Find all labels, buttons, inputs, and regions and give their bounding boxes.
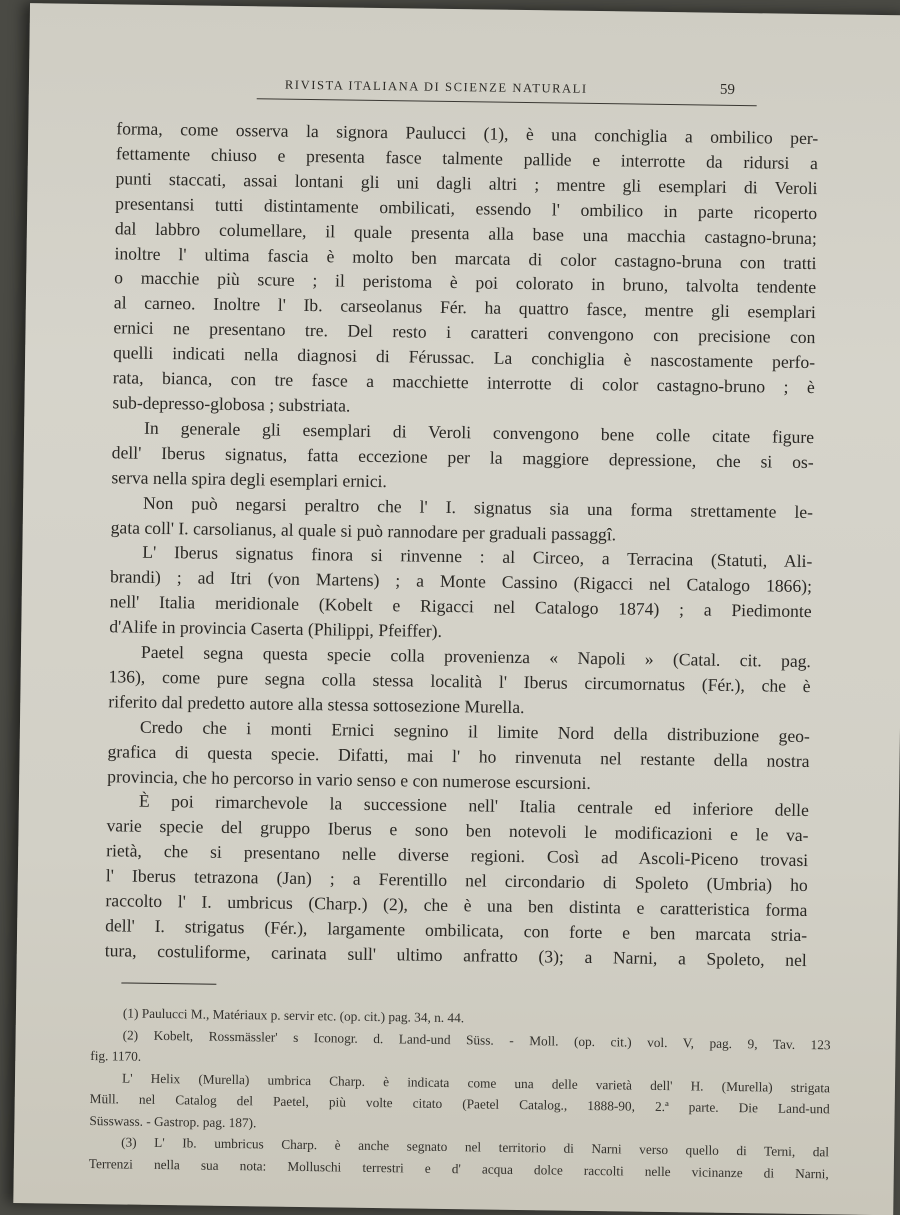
body-line: inoltre l' ultima fascia è molto ben marcata di color castagno-bruna con tratti bbox=[114, 242, 817, 273]
body-line: tura, costuliforme, carinata sull' ultimo anfratto (3); a Narni, a Spoleto, nel bbox=[104, 940, 807, 970]
body-line: gata coll' I. carsolianus, al quale si può rannodare per graduali passaggî. bbox=[110, 516, 617, 544]
footnote-line: fig. 1170. bbox=[90, 1048, 142, 1064]
body-line: Credo che i monti Ernici segnino il limite Nord della distribuzione geo- bbox=[139, 716, 811, 746]
body-line: dal labbro columellare, il quale presenta alla base una macchia castagno-bruna; bbox=[114, 217, 817, 248]
body-line: In generale gli esemplari di Veroli convengono bene colle citate figure bbox=[143, 417, 815, 447]
body-line: d'Alife in provincia Caserta (Philippi, Pfeiffer). bbox=[109, 616, 443, 642]
body-line: provincia, che ho percorso in vario senso e con numerose escursioni. bbox=[107, 765, 592, 793]
body-line: Non può negarsi peraltro che l' I. signatus sia una forma strettamente le- bbox=[142, 492, 814, 522]
footnote-line: (1) Paulucci M., Matériaux p. servir etc. (op. cit.) pag. 34, n. 44. bbox=[122, 1005, 465, 1026]
body-line: l' Iberus tetrazona (Jan) ; a Ferentillo nel circondario di Spoleto (Umbria) ho bbox=[105, 865, 808, 896]
footnote-line: Müll. nel Catalog del Paetel, più volte citato (Paetel Catalog., 1888-90, 2.ª parte. Die Land-und bbox=[89, 1091, 830, 1117]
page-number: 59 bbox=[719, 81, 736, 98]
footnote-line: Süsswass. - Gastrop. pag. 187). bbox=[89, 1112, 257, 1130]
body-line: riferito dal predetto autore alla stessa sottosezione Murella. bbox=[108, 691, 525, 717]
footnotes bbox=[89, 1002, 831, 1184]
body-line: L' Iberus signatus finora si rinvenne : al Circeo, a Terracina (Statuti, Ali- bbox=[142, 542, 813, 572]
book-page bbox=[13, 3, 900, 1215]
body-text bbox=[105, 116, 819, 973]
body-line: rietà, che si presentano nelle diverse regioni. Così ad Ascoli-Piceno trovasi bbox=[106, 840, 809, 871]
body-line: 136), come pure segna colla stessa località l' Iberus circumornatus (Fér.), che è bbox=[108, 666, 811, 696]
body-line: brandi) ; ad Itri (von Martens) ; a Monte Cassino (Rigacci nel Catalogo 1866); bbox=[109, 566, 813, 597]
body-line: Paetel segna questa specie colla provenienza « Napoli » (Catal. cit. pag. bbox=[140, 641, 812, 672]
body-line: ernici ne presentano tre. Del resto i caratteri convengono con precisione con bbox=[113, 317, 816, 348]
journal-title: RIVISTA ITALIANA DI SCIENZE NATURALI bbox=[284, 77, 588, 96]
footnote-line: Terrenzi nella sua nota: Molluschi terrestri e d' acqua dolce raccolti nelle vicinanze di Narni, bbox=[88, 1155, 829, 1181]
body-line: punti staccati, assai lontani gli uni dagli altri ; mentre gli esemplari di Veroli bbox=[115, 168, 818, 198]
body-line: grafica di questa specie. Difatti, mai l' ho rinvenuta nel restante della nostra bbox=[107, 740, 810, 771]
body-line: forma, come osserva la signora Paulucci (1), è una conchiglia a ombilico per- bbox=[116, 118, 819, 149]
body-line: fettamente chiuso e presenta fasce talmente pallide e interrotte da ridursi a bbox=[115, 143, 819, 174]
footnote-line: L' Helix (Murella) umbrica Charp. è indicata come una delle varietà dell' H. (Murella) strigata bbox=[121, 1069, 831, 1095]
body-line: raccolto l' I. umbricus (Charp.) (2), che è una ben distinta e caratteristica forma bbox=[105, 890, 808, 921]
body-line: varie specie del gruppo Iberus e sono ben notevoli le modificazioni e le va- bbox=[106, 815, 809, 846]
body-line: al carneo. Inoltre l' Ib. carseolanus Fér. ha quattro fasce, mentre gli esemplari bbox=[113, 292, 816, 323]
body-line: sub-depresso-globosa ; substriata. bbox=[112, 392, 351, 416]
footnote-line: (2) Kobelt, Rossmässler' s Iconogr. d. Land-und Süss. - Moll. (op. cit.) vol. V, pag. 9, Tav. 123 bbox=[122, 1026, 831, 1052]
body-line: dell' I. strigatus (Fér.), largamente ombilicata, con forte e ben marcata stria- bbox=[105, 915, 808, 946]
body-line: nell' Italia meridionale (Kobelt e Rigacci nel Catalogo 1874) ; a Piedimonte bbox=[109, 591, 812, 622]
body-line: dell' Iberus signatus, fatta eccezione per la maggiore depressione, che si os- bbox=[111, 442, 814, 472]
body-line: quelli indicati nella diagnosi di Férussac. La conchiglia è nascostamente perfo- bbox=[113, 342, 816, 373]
footnote-rule bbox=[121, 982, 216, 984]
body-line: presentansi tutti distintamente ombilicati, essendo l' ombilico in parte ricoperto bbox=[115, 193, 818, 223]
body-line: rata, bianca, con tre fasce a macchiette interrotte di color castagno-bruno ; è bbox=[112, 367, 815, 398]
body-line: È poi rimarchevole la successione nell' Italia centrale ed inferiore delle bbox=[138, 791, 809, 821]
footnote-line: (3) L' Ib. umbricus Charp. è anche segnato nel territorio di Narni verso quello di Terni, dal bbox=[121, 1134, 830, 1160]
body-line: serva nella spira degli esemplari ernici. bbox=[111, 466, 388, 491]
body-line: o macchie più scure ; il peristoma è poi colorato in bruno, talvolta tendente bbox=[114, 267, 817, 298]
